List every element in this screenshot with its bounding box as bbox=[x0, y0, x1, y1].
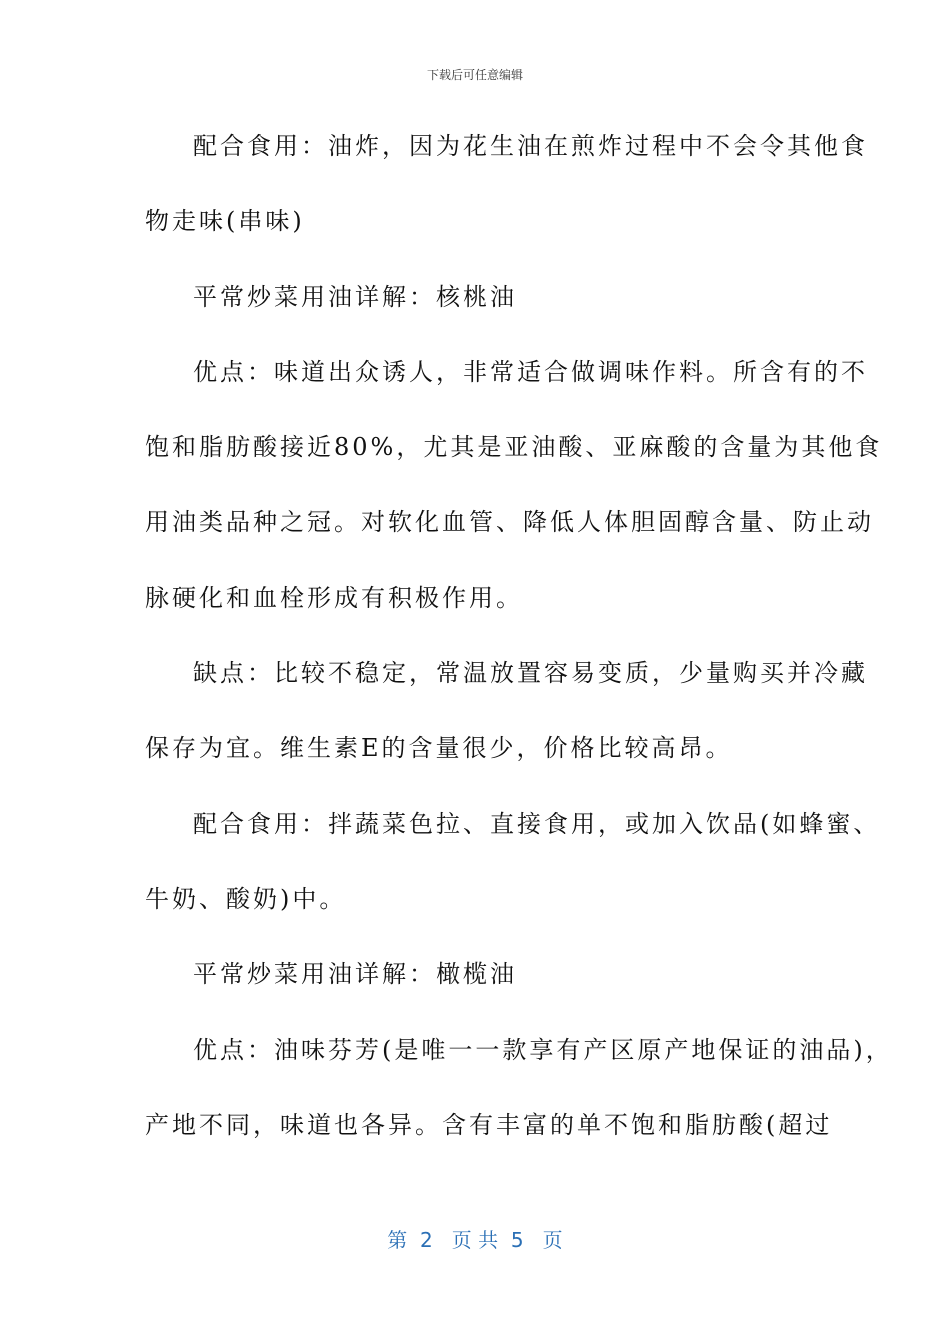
text-line: 用油类品种之冠。对软化血管、降低人体胆固醇含量、防止动 bbox=[145, 508, 874, 537]
text-line: 配合食用：油炸，因为花生油在煎炸过程中不会令其他食 bbox=[193, 132, 868, 160]
page-footer: 第 2 页 共 5 页 bbox=[387, 1228, 563, 1252]
text-line: 缺点：比较不稳定，常温放置容易变质，少量购买并冷藏 bbox=[193, 659, 868, 688]
text-line: 配合食用：拌蔬菜色拉、直接食用，或加入饮品(如蜂蜜、 bbox=[193, 809, 881, 838]
text-line: 保存为宜。维生素E的含量很少，价格比较高昂。 bbox=[145, 734, 733, 763]
document-body bbox=[145, 121, 893, 1175]
page-header: 下载后可任意编辑 bbox=[426, 68, 523, 82]
section-heading: 平常炒菜用油详解：橄榄油 bbox=[193, 960, 517, 989]
section-heading: 平常炒菜用油详解：核桃油 bbox=[193, 282, 517, 311]
text-line: 物走味(串味) bbox=[145, 207, 305, 236]
text-line: 产地不同，味道也各异。含有丰富的单不饱和脂肪酸(超过 bbox=[145, 1110, 833, 1139]
text-line: 脉硬化和血栓形成有积极作用。 bbox=[145, 583, 523, 612]
text-line: 优点：油味芬芳(是唯一一款享有产区原产地保证的油品)， bbox=[193, 1035, 893, 1064]
text-line: 饱和脂肪酸接近80%，尤其是亚油酸、亚麻酸的含量为其他食 bbox=[145, 433, 883, 462]
text-line: 优点：味道出众诱人，非常适合做调味作料。所含有的不 bbox=[193, 357, 868, 386]
text-line: 牛奶、酸奶)中。 bbox=[145, 884, 347, 913]
